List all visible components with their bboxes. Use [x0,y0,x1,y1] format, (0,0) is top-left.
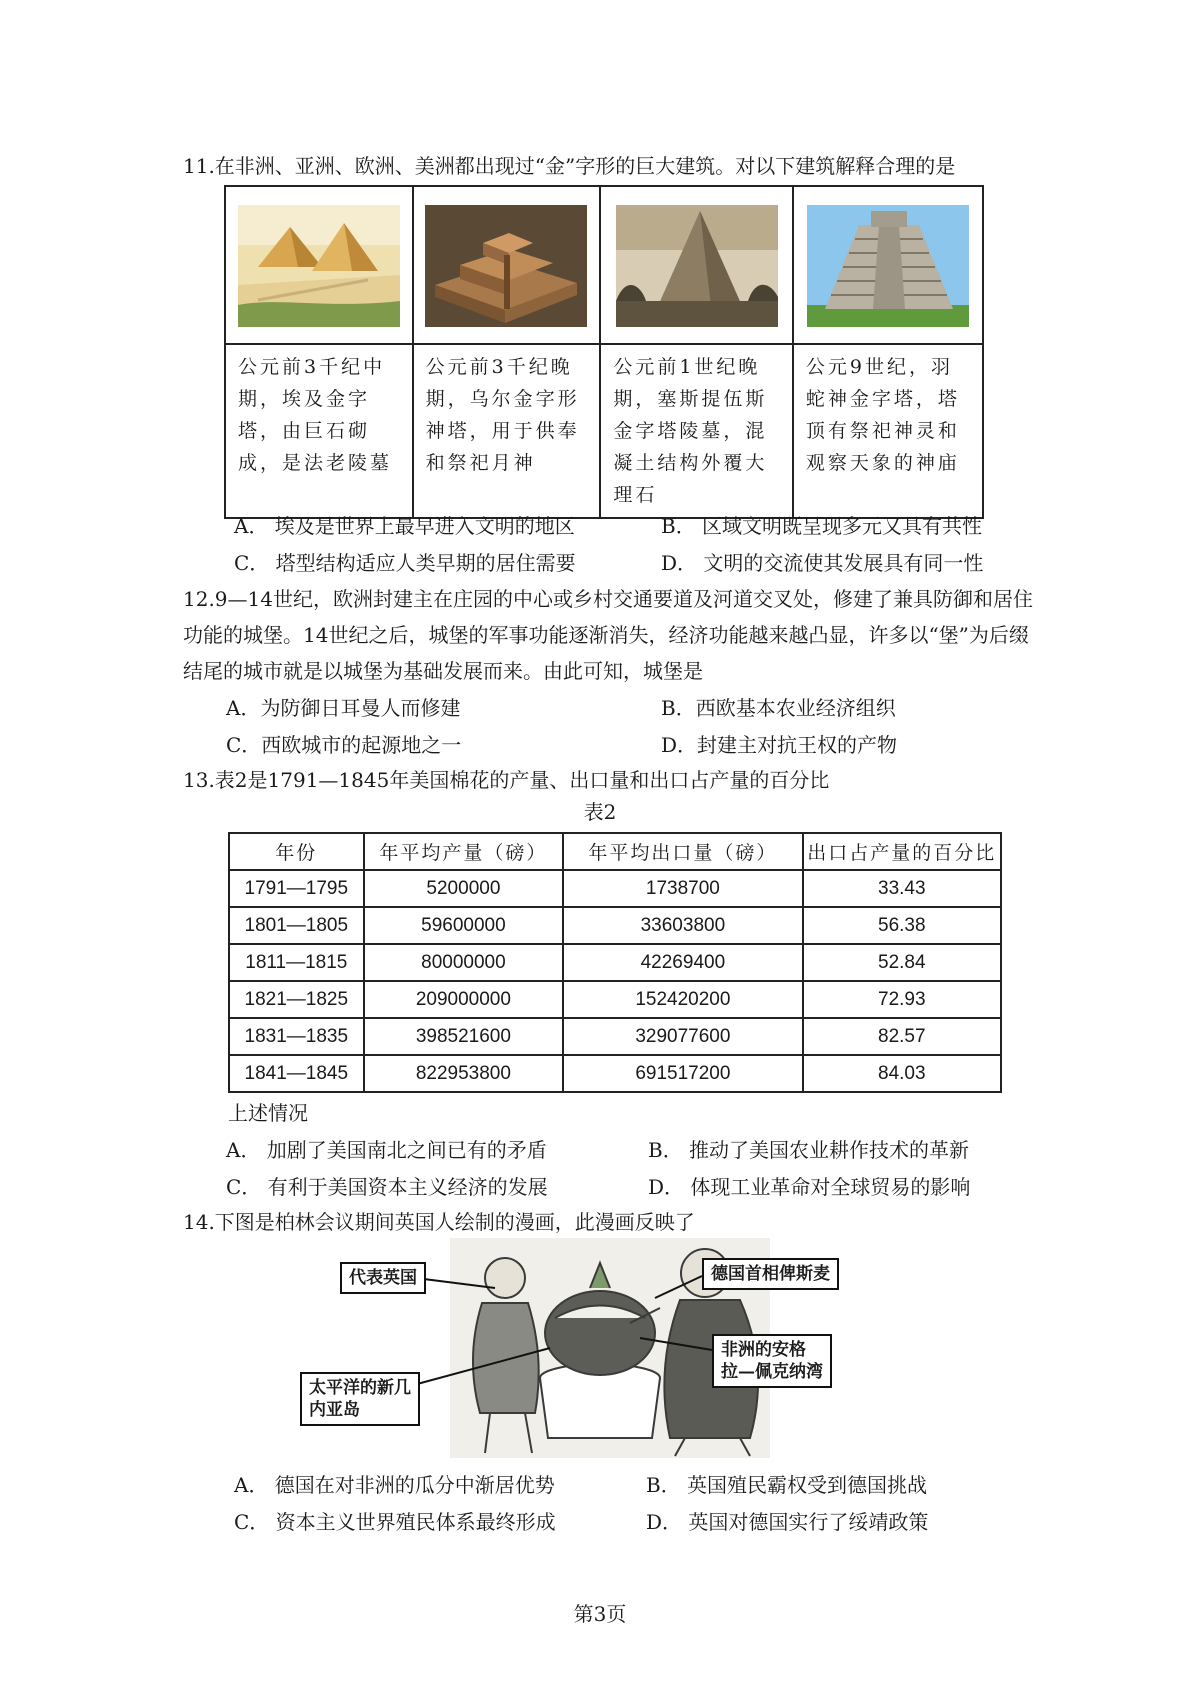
cartoon-label-angra-line2: 拉—佩克纳湾 [721,1362,823,1382]
cartoon-label-angra-line1: 非洲的安格 [721,1340,806,1360]
table-header: 年份 [229,833,364,870]
table-row [229,1055,1001,1092]
table-header: 出口占产量的百分比 [803,833,1001,870]
q11-image-cell-kukulkan [793,186,983,344]
table-cell: 5200000 [364,870,564,907]
q12-option-a[interactable]: A．为防御日耳曼人而修建 [226,696,461,720]
table-cell: 72.93 [803,981,1001,1018]
q12-stem: 12.9—14世纪，欧洲封建主在庄园的中心或乡村交通要道及河道交叉处，修建了兼具防御和居住功能的城堡。14世纪之后，城堡的军事功能逐渐消失，经济功能越来越凸显，许多以“堡”为后缀结尾的城市就是以城堡为基础发展而来。由此可知，城堡是 [183,587,1033,683]
table-cell: 1811—1815 [229,944,364,981]
table-row [229,907,1001,944]
table-cell: 1821—1825 [229,981,364,1018]
table-cell: 52.84 [803,944,1001,981]
cotton-table [228,832,1002,1093]
q11-option-c[interactable]: C． 塔型结构适应人类早期的居住需要 [234,551,576,575]
ur-ziggurat-image [425,205,587,327]
q11-caption-egypt: 公元前3千纪中期，埃及金字塔，由巨石砌成，是法老陵墓 [225,344,413,518]
table-header-row [229,833,1001,870]
cartoon-label-angra-pequena [712,1334,832,1388]
table-row [229,981,1001,1018]
q12-option-d[interactable]: D．封建主对抗王权的产物 [661,733,898,757]
table-cell: 33603800 [563,907,802,944]
egypt-pyramid-image [238,205,400,327]
table-cell: 152420200 [563,981,802,1018]
q14-stem: 14.下图是柏林会议期间英国人绘制的漫画，此漫画反映了 [183,1210,695,1234]
q14-option-a[interactable]: A． 德国在对非洲的瓜分中渐居优势 [234,1473,555,1497]
table-cell: 1831—1835 [229,1018,364,1055]
q11-picture-table [224,185,984,519]
table-row [229,870,1001,907]
table-row [229,944,1001,981]
q13-option-c[interactable]: C． 有利于美国资本主义经济的发展 [226,1175,548,1199]
q13-after-text: 上述情况 [228,1101,308,1125]
table-cell: 822953800 [364,1055,564,1092]
q11-caption-kukulkan: 公元9世纪，羽蛇神金字塔，塔顶有祭祀神灵和观察天象的神庙 [793,344,983,518]
table-cell: 1801—1805 [229,907,364,944]
q11-option-d[interactable]: D． 文明的交流使其发展具有同一性 [661,551,984,575]
q14-option-d[interactable]: D． 英国对德国实行了绥靖政策 [646,1510,929,1534]
table-cell: 84.03 [803,1055,1001,1092]
cestius-pyramid-image [616,205,778,327]
table-cell: 82.57 [803,1018,1001,1055]
cartoon-label-britain: 代表英国 [340,1262,426,1294]
table-row [229,1018,1001,1055]
table-cell: 1738700 [563,870,802,907]
q11-option-b[interactable]: B． 区域文明既呈现多元又具有共性 [661,514,983,538]
table-cell: 42269400 [563,944,802,981]
q12-option-c[interactable]: C．西欧城市的起源地之一 [226,733,462,757]
table-header: 年平均出口量（磅） [563,833,802,870]
table-cell: 56.38 [803,907,1001,944]
cartoon-label-bismarck: 德国首相俾斯麦 [702,1258,839,1290]
table-cell: 209000000 [364,981,564,1018]
page-number: 第3页 [573,1602,627,1626]
q12-option-b[interactable]: B．西欧基本农业经济组织 [661,696,896,720]
q13-option-d[interactable]: D． 体现工业革命对全球贸易的影响 [648,1175,971,1199]
berlin-conference-cartoon [300,1238,910,1458]
q11-image-cell-egypt [225,186,413,344]
cartoon-label-guinea-line2: 内亚岛 [309,1400,360,1420]
q11-stem: 11.在非洲、亚洲、欧洲、美洲都出现过“金”字形的巨大建筑。对以下建筑解释合理的是 [183,154,956,178]
table-cell: 59600000 [364,907,564,944]
q13-option-b[interactable]: B． 推动了美国农业耕作技术的革新 [648,1138,970,1162]
table-caption: 表2 [583,800,617,824]
table-cell: 398521600 [364,1018,564,1055]
q11-image-cell-cestius [600,186,793,344]
q14-option-c[interactable]: C． 资本主义世界殖民体系最终形成 [234,1510,556,1534]
table-cell: 1841—1845 [229,1055,364,1092]
table-header: 年平均产量（磅） [364,833,564,870]
q11-option-a[interactable]: A． 埃及是世界上最早进入文明的地区 [234,514,575,538]
q11-caption-ur: 公元前3千纪晚期，乌尔金字形神塔，用于供奉和祭祀月神 [413,344,601,518]
q11-image-cell-ur [413,186,601,344]
cartoon-label-guinea-line1: 太平洋的新几 [309,1378,411,1398]
table-cell: 329077600 [563,1018,802,1055]
table-cell: 1791—1795 [229,870,364,907]
table-cell: 80000000 [364,944,564,981]
q11-caption-cestius: 公元前1世纪晚期，塞斯提伍斯金字塔陵墓，混凝土结构外覆大理石 [600,344,793,518]
kukulkan-pyramid-image [807,205,969,327]
table-cell: 691517200 [563,1055,802,1092]
q13-stem: 13.表2是1791—1845年美国棉花的产量、出口量和出口占产量的百分比 [183,768,830,792]
table-cell: 33.43 [803,870,1001,907]
cartoon-label-new-guinea [300,1372,420,1426]
q13-option-a[interactable]: A． 加剧了美国南北之间已有的矛盾 [226,1138,547,1162]
q14-option-b[interactable]: B． 英国殖民霸权受到德国挑战 [646,1473,928,1497]
